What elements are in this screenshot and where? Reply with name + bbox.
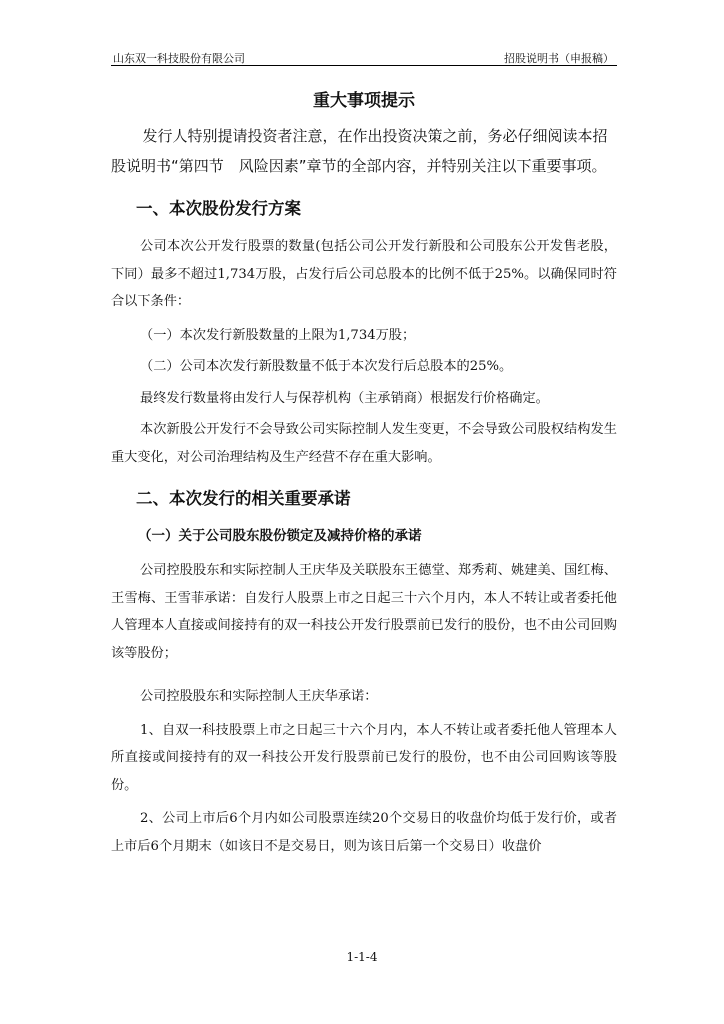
section-1-paragraph: 本次新股公开发行不会导致公司实际控制人发生变更，不会导致公司股权结构发生重大变化，对公司治理结构及生产经营不存在重大影响。: [111, 422, 617, 465]
section-1-paragraph: （二）公司本次发行新股数量不低于本次发行后总股本的25%。: [140, 359, 513, 374]
section-1-paragraph: （一）本次发行新股数量的上限为1,734万股；: [140, 327, 416, 343]
section-2-paragraph: 2、公司上市后6个月内如公司股票连续20个交易日的收盘价均低于发行价，或者上市后6个月期末（如该日不是交易日，则为该日后第一个交易日）收盘价: [111, 811, 617, 854]
paragraph-gap: [111, 673, 617, 683]
intro-paragraph: 发行人特别提请投资者注意，在作出投资决策之前，务必仔细阅读本招股说明书“第四节 风险因素”章节的全部内容，并特别关注以下重要事项。: [111, 127, 608, 175]
section-2-heading: 二、本次发行的相关重要承诺: [136, 489, 351, 508]
page-number: 1-1-4: [346, 950, 378, 964]
section-2-paragraph: 公司控股股东和实际控制人王庆华承诺：: [140, 689, 378, 704]
section-2-paragraph: 公司控股股东和实际控制人王庆华及关联股东王德堂、郑秀莉、姚建美、国红梅、王雪梅、王雪菲承诺：自发行人股票上市之日起三十六个月内，本人不转让或者委托他人管理本人直接或间接持有的双一科技公开发行股票前已发行的股份，也不由公司回购该等股份；: [111, 563, 617, 661]
header-company-name: 山东双一科技股份有限公司: [113, 52, 245, 65]
header-divider: [111, 65, 617, 66]
section-2-subheading: （一）关于公司股东股份锁定及减持价格的承诺: [138, 528, 422, 544]
section-1-paragraph: 公司本次公开发行股票的数量(包括公司公开发行新股和公司股东公开发售老股，下同）最多不超过1,734万股，占发行后公司总股本的比例不低于25%。以确保同时符合以下条件：: [111, 239, 617, 309]
section-2-paragraph: 1、自双一科技股票上市之日起三十六个月内，本人不转让或者委托他人管理本人所直接或间接持有的双一科技公开发行股票前已发行的股份，也不由公司回购该等股份。: [111, 722, 617, 793]
section-1-heading: 一、本次股份发行方案: [136, 199, 301, 218]
page-content: [111, 86, 617, 866]
page-title: 重大事项提示: [313, 91, 415, 111]
section-1-paragraph: 最终发行数量将由发行人与保荐机构（主承销商）根据发行价格确定。: [140, 390, 549, 406]
header-document-type: 招股说明书（申报稿）: [504, 52, 614, 65]
